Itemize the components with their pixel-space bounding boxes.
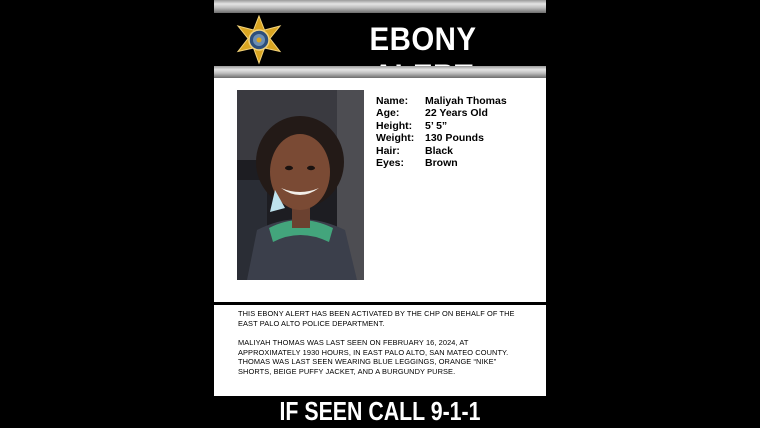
detail-value: 5’ 5” xyxy=(425,119,448,132)
chp-star-badge-icon xyxy=(234,15,284,65)
top-chrome-strip xyxy=(214,0,546,13)
detail-row-eyes xyxy=(376,157,507,169)
detail-label: Age: xyxy=(376,107,400,120)
detail-value: Brown xyxy=(425,156,458,169)
detail-value: Black xyxy=(425,144,454,157)
detail-row-age xyxy=(376,107,507,119)
detail-row-height xyxy=(376,120,507,132)
alert-title: EBONY xyxy=(369,21,477,57)
detail-label: Height: xyxy=(376,119,413,132)
alert-footer xyxy=(214,396,546,428)
detail-label: Hair: xyxy=(376,144,400,157)
detail-label: Eyes: xyxy=(376,156,405,169)
detail-row-hair xyxy=(376,145,507,157)
detail-label: Weight: xyxy=(376,132,415,145)
mid-chrome-strip xyxy=(214,66,546,78)
detail-label: Name: xyxy=(376,95,409,107)
alert-description xyxy=(214,305,546,396)
last-seen-paragraph: MALIYAH THOMAS WAS LAST SEEN ON FEBRUARY 16, 2024, AT APPROXIMATELY 1930 HOURS, IN EAST PALO ALTO, SAN MATEO COUNTY. THOMAS WAS LAST SEEN WEARING BLUE LEGGINGS, ORANGE “NIKE” SHORTS, BEIGE PUFFY JACKET, AND A BURGUNDY PURSE. xyxy=(238,338,509,376)
detail-value: 130 Pounds xyxy=(425,132,484,145)
call-911-text: IF SEEN CALL 9-1-1 xyxy=(279,396,481,426)
person-details xyxy=(376,95,507,169)
missing-person-panel xyxy=(214,78,546,302)
person-photo-illustration xyxy=(237,90,364,280)
detail-value: 22 Years Old xyxy=(425,107,488,120)
alert-header xyxy=(214,13,546,66)
alert-poster xyxy=(214,0,546,428)
detail-row-name xyxy=(376,95,507,107)
detail-value: Maliyah Thomas xyxy=(425,95,507,107)
missing-person-photo xyxy=(237,90,364,280)
activation-paragraph: THIS EBONY ALERT HAS BEEN ACTIVATED BY THE CHP ON BEHALF OF THE EAST PALO ALTO POLICE DEPARTMENT. xyxy=(238,309,515,328)
detail-row-weight xyxy=(376,132,507,144)
